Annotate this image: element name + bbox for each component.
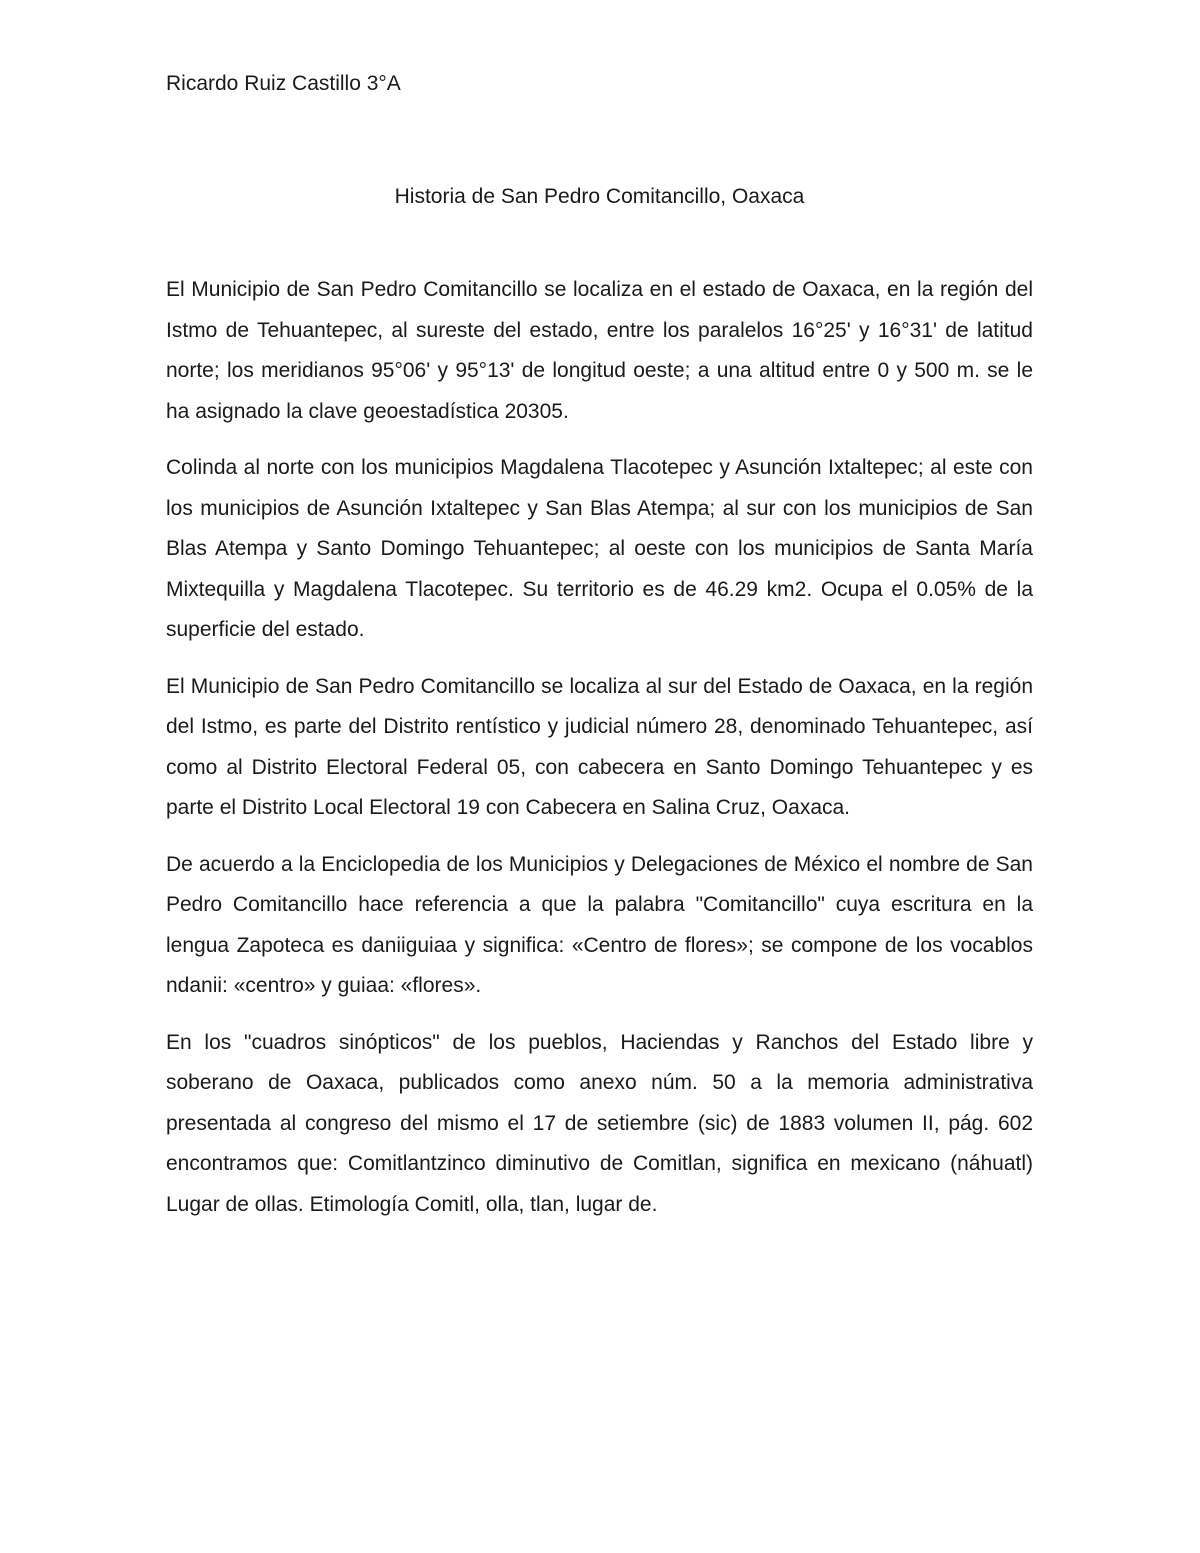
paragraph-etymology: En los "cuadros sinópticos" de los pueblos, Haciendas y Ranchos del Estado libre y soberano de Oaxaca, publicados como anexo núm. 50 a la memoria administrativa presentada al congreso del mismo el 17 de setiembre (sic) de 1883 volumen II, pág. 602 encontramos que: Comitlantzinco diminutivo de Comitlan, significa en mexicano (náhuatl) Lugar de ollas. Etimología Comitl, olla, tlan, lugar de.	[166, 1030, 1033, 1216]
document-body	[166, 270, 1033, 1241]
paragraph-location: El Municipio de San Pedro Comitancillo se localiza en el estado de Oaxaca, en la región del Istmo de Tehuantepec, al sureste del estado, entre los paralelos 16°25' y 16°31' de latitud norte; los meridianos 95°06' y 95°13' de longitud oeste; a una altitud entre 0 y 500 m. se le ha asignado la clave geoestadística 20305.	[166, 278, 1033, 423]
paragraph-boundaries: Colinda al norte con los municipios Magdalena Tlacotepec y Asunción Ixtaltepec; al este con los municipios de Asunción Ixtaltepec y San Blas Atempa; al sur con los municipios de San Blas Atempa y Santo Domingo Tehuantepec; al oeste con los municipios de Santa María Mixtequilla y Magdalena Tlacotepec. Su territorio es de 46.29 km2. Ocupa el 0.05% de la superficie del estado.	[166, 456, 1033, 641]
document-title: Historia de San Pedro Comitancillo, Oaxaca	[394, 185, 805, 208]
author-line: Ricardo Ruiz Castillo 3°A	[166, 72, 401, 95]
paragraph-districts: El Municipio de San Pedro Comitancillo se localiza al sur del Estado de Oaxaca, en la región del Istmo, es parte del Distrito rentístico y judicial número 28, denominado Tehuantepec, así como al Distrito Electoral Federal 05, con cabecera en Santo Domingo Tehuantepec y es parte el Distrito Local Electoral 19 con Cabecera en Salina Cruz, Oaxaca.	[166, 674, 1033, 819]
paragraph-name-origin: De acuerdo a la Enciclopedia de los Municipios y Delegaciones de México el nombre de San Pedro Comitancillo hace referencia a que la palabra "Comitancillo" cuya escritura en la lengua Zapoteca es daniiguiaa y significa: «Centro de flores»; se compone de los vocablos ndanii: «centro» y guiaa: «flores».	[166, 852, 1033, 997]
